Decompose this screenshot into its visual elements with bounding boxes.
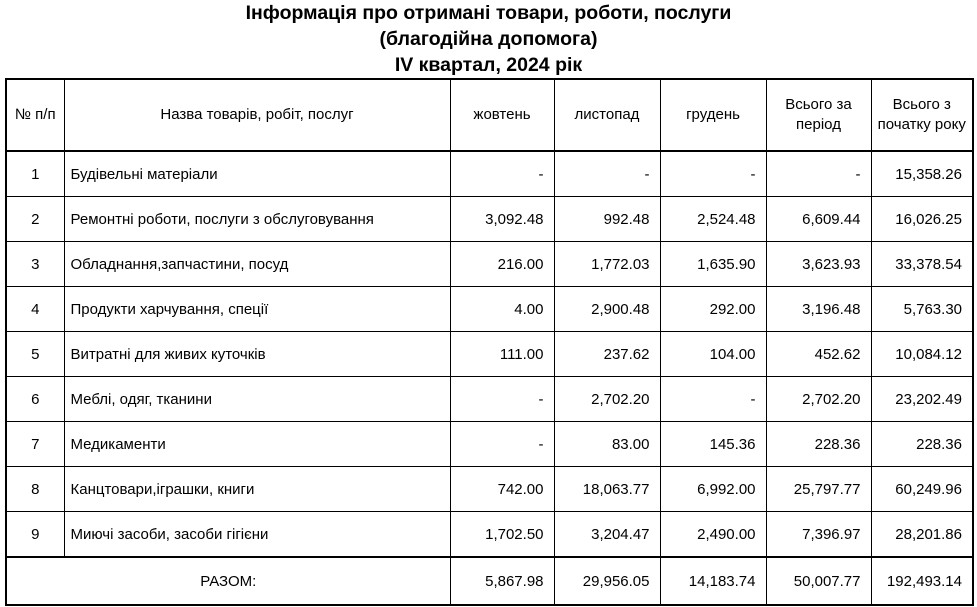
header-period: Всього за період: [766, 79, 871, 151]
header-ytd: Всього з початку року: [871, 79, 973, 151]
row-ytd: 33,378.54: [871, 242, 973, 287]
header-row: [6, 79, 973, 151]
row-period: 2,702.20: [766, 377, 871, 422]
total-oct: 5,867.98: [450, 557, 554, 605]
title-line-2: (благодійна допомога): [379, 28, 598, 50]
row-name: Медикаменти: [64, 422, 450, 467]
row-period: 228.36: [766, 422, 871, 467]
title-line-3: IV квартал, 2024 рік: [394, 54, 583, 76]
table-row: [6, 151, 973, 197]
row-nov: 3,204.47: [554, 512, 660, 558]
row-name: Ремонтні роботи, послуги з обслуговування: [64, 197, 450, 242]
row-dec: 145.36: [660, 422, 766, 467]
row-num: 7: [6, 422, 64, 467]
row-nov: 83.00: [554, 422, 660, 467]
header-oct: жовтень: [450, 79, 554, 151]
header-num: № п/п: [6, 79, 64, 151]
header-name: Назва товарів, робіт, послуг: [64, 79, 450, 151]
row-ytd: 60,249.96: [871, 467, 973, 512]
row-num: 5: [6, 332, 64, 377]
row-dec: 6,992.00: [660, 467, 766, 512]
report-title: [0, 0, 977, 78]
table-row: [6, 287, 973, 332]
table-row: [6, 422, 973, 467]
header-dec: грудень: [660, 79, 766, 151]
row-ytd: 5,763.30: [871, 287, 973, 332]
row-oct: 216.00: [450, 242, 554, 287]
goods-table: [5, 78, 974, 606]
total-nov: 29,956.05: [554, 557, 660, 605]
total-ytd: 192,493.14: [871, 557, 973, 605]
row-oct: -: [450, 151, 554, 197]
row-ytd: 228.36: [871, 422, 973, 467]
row-num: 1: [6, 151, 64, 197]
row-nov: 2,702.20: [554, 377, 660, 422]
table-row: [6, 512, 973, 558]
row-period: 3,196.48: [766, 287, 871, 332]
row-nov: 2,900.48: [554, 287, 660, 332]
table-row: [6, 242, 973, 287]
row-ytd: 10,084.12: [871, 332, 973, 377]
row-name: Продукти харчування, спеції: [64, 287, 450, 332]
row-dec: 104.00: [660, 332, 766, 377]
row-ytd: 16,026.25: [871, 197, 973, 242]
row-oct: -: [450, 422, 554, 467]
total-period: 50,007.77: [766, 557, 871, 605]
row-dec: 2,490.00: [660, 512, 766, 558]
row-name: Будівельні матеріали: [64, 151, 450, 197]
row-name: Миючі засоби, засоби гігієни: [64, 512, 450, 558]
header-nov: листопад: [554, 79, 660, 151]
row-nov: -: [554, 151, 660, 197]
row-dec: 1,635.90: [660, 242, 766, 287]
row-nov: 992.48: [554, 197, 660, 242]
row-period: 6,609.44: [766, 197, 871, 242]
row-name: Витратні для живих куточків: [64, 332, 450, 377]
table-row: [6, 377, 973, 422]
row-name: Меблі, одяг, тканини: [64, 377, 450, 422]
row-period: 7,396.97: [766, 512, 871, 558]
row-oct: 3,092.48: [450, 197, 554, 242]
row-num: 8: [6, 467, 64, 512]
row-nov: 18,063.77: [554, 467, 660, 512]
row-ytd: 15,358.26: [871, 151, 973, 197]
row-period: 25,797.77: [766, 467, 871, 512]
row-name: Канцтовари,іграшки, книги: [64, 467, 450, 512]
row-num: 2: [6, 197, 64, 242]
total-row: [6, 557, 973, 605]
row-num: 6: [6, 377, 64, 422]
table-row: [6, 332, 973, 377]
row-dec: -: [660, 377, 766, 422]
total-dec: 14,183.74: [660, 557, 766, 605]
row-oct: 4.00: [450, 287, 554, 332]
table-row: [6, 467, 973, 512]
row-period: 452.62: [766, 332, 871, 377]
row-period: -: [766, 151, 871, 197]
row-period: 3,623.93: [766, 242, 871, 287]
row-nov: 1,772.03: [554, 242, 660, 287]
title-line-1: Інформація про отримані товари, роботи, послуги: [245, 2, 732, 24]
row-dec: 292.00: [660, 287, 766, 332]
row-oct: -: [450, 377, 554, 422]
row-num: 4: [6, 287, 64, 332]
total-label: РАЗОМ:: [6, 557, 450, 605]
row-nov: 237.62: [554, 332, 660, 377]
row-dec: -: [660, 151, 766, 197]
table-row: [6, 197, 973, 242]
row-oct: 111.00: [450, 332, 554, 377]
row-num: 3: [6, 242, 64, 287]
row-name: Обладнання,запчастини, посуд: [64, 242, 450, 287]
row-ytd: 28,201.86: [871, 512, 973, 558]
row-num: 9: [6, 512, 64, 558]
row-dec: 2,524.48: [660, 197, 766, 242]
row-oct: 1,702.50: [450, 512, 554, 558]
row-oct: 742.00: [450, 467, 554, 512]
row-ytd: 23,202.49: [871, 377, 973, 422]
